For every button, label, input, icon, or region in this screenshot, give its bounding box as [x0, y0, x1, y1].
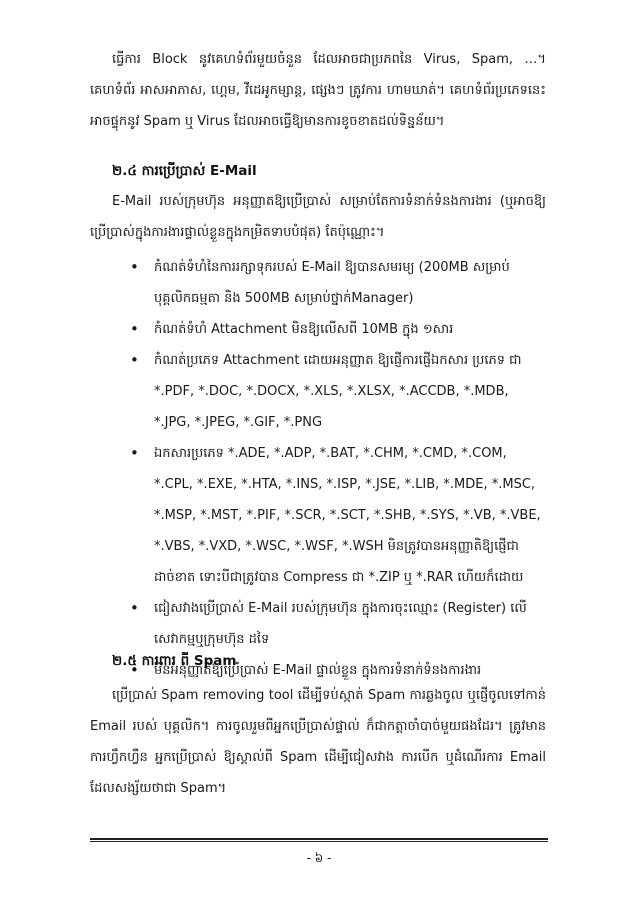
list-item: • មិនអនុញ្ញាតិឱ្យប្រើប្រាស់ E-Mail ផ្ទាល់ខ្លួន ក្នុងការទំនាក់ទំនងការងារ	[130, 655, 548, 686]
footer-divider	[90, 838, 548, 840]
email-policy-list	[130, 252, 548, 686]
page-number: - ៦ -	[306, 851, 332, 865]
list-item: • ជៀសវាងប្រើប្រាស់ E-Mail របស់ក្រុមហ៊ុន ក្នុងការចុះឈ្មោះ (Register) លើសេវាកម្មឬក្រុមហ៊ុន ដទៃ	[130, 593, 548, 655]
section-heading-email: ២.៤ ការប្រើប្រាស់ E-Mail	[112, 163, 257, 179]
footer-divider-thin	[90, 841, 548, 842]
email-intro-paragraph: E-Mail របស់ក្រុមហ៊ុន អនុញ្ញាតឱ្យប្រើប្រាស់ សម្រាប់តែការទំនាក់ទំនងការងារ (ឬអាចឱ្យប្រើប្រាស់ក្នុងការងារផ្ទាល់ខ្លួនក្នុងកម្រិតទាបបំផុត) តែប៉ុណ្ណោះ។	[90, 194, 546, 240]
intro-paragraph: ធ្វើការ Block នូវគេហទំព័រមួយចំនួន ដែលអាចជាប្រភពនៃ Virus, Spam, …។ គេហទំព័រ អាសអាភាស, ហ្គេម, វីដេអូកម្សាន្ត, ផ្សេងៗ ត្រូវការ ហាមឃាត់។ គេហទំព័រប្រភេទនេះ អាចផ្ទុកនូវ Spam ឬ Virus ដែលអាចធ្វើឱ្យមានការខូចខាតដល់ទិន្នន័យ។	[90, 52, 546, 129]
list-item: • ឯកសារប្រភេទ *.ADE, *.ADP, *.BAT, *.CHM, *.CMD, *.COM, *.CPL, *.EXE, *.HTA, *.INS, *.ISP, *.JSE, *.LIB, *.MDE, *.MSC, *.MSP, *.MST, *.PIF, *.SCR, *.SCT, *.SHB, *.SYS, *.VB, *.VBE, *.VBS, *.VXD, *.WSC, *.WSF, *.WSH មិនត្រូវបានអនុញ្ញាតិឱ្យផ្ញើជាដាច់ខាត ទោះបីជាត្រូវបាន Compress ជា *.ZIP ឬ *.RAR ហើយក៏ដោយ	[130, 438, 548, 593]
list-item: • កំណត់ទំហំនៃការរក្សាទុករបស់ E-Mail ឱ្យបានសមរម្យ (200MB សម្រាប់បុគ្គលិកធម្មតា និង 500MB សម្រាប់ថ្នាក់Manager)	[130, 252, 548, 314]
list-item: • កំណត់ទំហំ Attachment មិនឱ្យលើសពី 10MB ក្នុង ១សារ	[130, 314, 548, 345]
list-item: • កំណត់ប្រភេទ Attachment ដោយអនុញ្ញាត ឱ្យផ្ញើការផ្ញើឯកសារ ប្រភេទ ជា *.PDF, *.DOC, *.DOCX, *.XLS, *.XLSX, *.ACCDB, *.MDB, *.JPG, *.JPEG, *.GIF, *.PNG	[130, 345, 548, 438]
spam-paragraph: ប្រើប្រាស់ Spam removing tool ដើម្បីទប់ស្កាត់ Spam ការឆ្លងចូល ឬផ្ញើចូលទៅកាន់ Email របស់ បុគ្គលិក។ ការចូលរួមពីអ្នកប្រើប្រាស់ផ្ទាល់ ក៏ជាកត្តាចាំបាច់មួយផងដែរ។ ត្រូវមានការហ្វឹកហ្វឺន អ្នកប្រើប្រាស់ ឱ្យស្គាល់ពី Spam ដើម្បីជៀសវាង ការបើក ឬដំណើរការ Email ដែលសង្ស័យថាជា Spam។	[90, 688, 546, 796]
section-heading-spam: ២.៥ ការពារ ពី Spam	[112, 653, 237, 669]
